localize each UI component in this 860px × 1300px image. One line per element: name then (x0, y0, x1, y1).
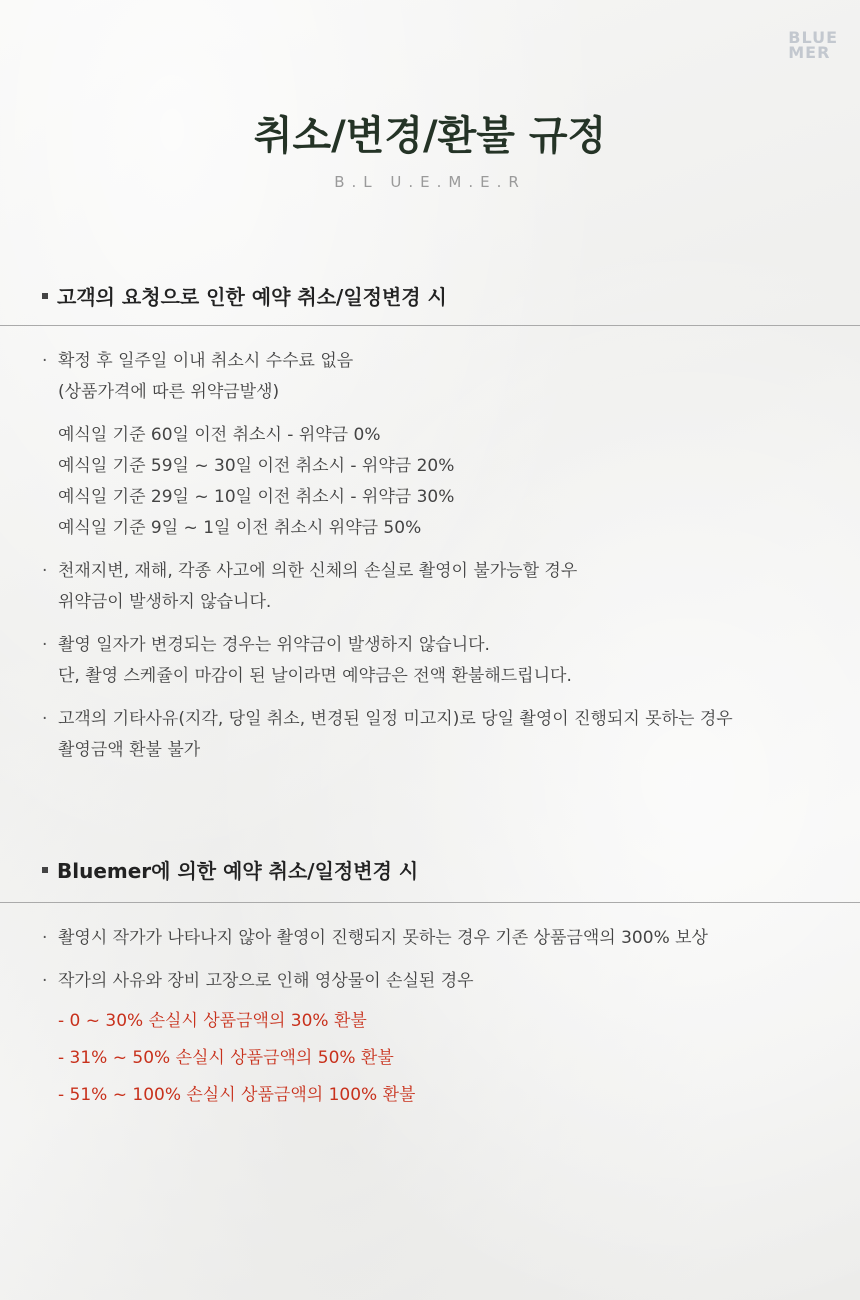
list-item-line: 예식일 기준 59일 ~ 30일 이전 취소시 - 위약금 20% (58, 456, 455, 476)
logo-line-1: BLUE (788, 28, 838, 47)
square-bullet-icon (42, 867, 48, 873)
list-item-line: 위약금이 발생하지 않습니다. (58, 592, 272, 612)
section-divider (0, 902, 860, 903)
list-item-line: 촬영 일자가 변경되는 경우는 위약금이 발생하지 않습니다. (58, 635, 490, 655)
section2-list (42, 923, 708, 1114)
bullet-dot-icon: · (42, 561, 48, 581)
list-item-line: 확정 후 일주일 이내 취소시 수수료 없음 (58, 351, 354, 371)
bullet-dot-icon: · (42, 971, 48, 991)
section-heading-bluemer (42, 855, 418, 884)
page-subtitle: B.L U.E.M.E.R (334, 173, 526, 191)
list-item (42, 630, 733, 692)
bullet-dot-icon: · (42, 635, 48, 655)
list-item (42, 923, 708, 954)
list-item (42, 420, 733, 544)
list-item-line: 촬영시 작가가 나타나지 않아 촬영이 진행되지 못하는 경우 기존 상품금액의 300% 보상 (58, 928, 708, 948)
page-title: 취소/변경/환불 규정 (253, 113, 607, 159)
refund-line: - 31% ~ 50% 손실시 상품금액의 50% 환불 (58, 1048, 394, 1068)
list-item-line: 단, 촬영 스케쥴이 마감이 된 날이라면 예약금은 전액 환불해드립니다. (58, 666, 572, 686)
refund-list (42, 1003, 708, 1114)
list-item-line: 예식일 기준 9일 ~ 1일 이전 취소시 위약금 50% (58, 518, 422, 538)
refund-line: - 51% ~ 100% 손실시 상품금액의 100% 환불 (58, 1085, 416, 1105)
list-item-line: 예식일 기준 29일 ~ 10일 이전 취소시 - 위약금 30% (58, 487, 455, 507)
list-item (42, 966, 708, 997)
list-item-line: (상품가격에 따른 위약금발생) (58, 382, 280, 402)
list-item-line: 고객의 기타사유(지각, 당일 취소, 변경된 일정 미고지)로 당일 촬영이 진행되지 못하는 경우 (58, 709, 733, 729)
bullet-dot-icon: · (42, 351, 48, 371)
section-heading-customer (42, 281, 447, 310)
list-item-line: 천재지변, 재해, 각종 사고에 의한 신체의 손실로 촬영이 불가능할 경우 (58, 561, 578, 581)
section-heading-label: Bluemer에 의한 예약 취소/일정변경 시 (57, 859, 419, 883)
list-item-line: 예식일 기준 60일 이전 취소시 - 위약금 0% (58, 425, 381, 445)
list-item (42, 556, 733, 618)
list-item-line: 작가의 사유와 장비 고장으로 인해 영상물이 손실된 경우 (58, 971, 474, 991)
brand-logo (788, 30, 838, 60)
refund-line: - 0 ~ 30% 손실시 상품금액의 30% 환불 (58, 1011, 367, 1031)
section1-list (42, 346, 733, 766)
section-heading-label: 고객의 요청으로 인한 예약 취소/일정변경 시 (57, 285, 447, 309)
bullet-dot-icon: · (42, 928, 48, 948)
list-item-line: 촬영금액 환불 불가 (58, 740, 201, 760)
list-item (42, 704, 733, 766)
bullet-dot-icon: · (42, 709, 48, 729)
list-item (42, 346, 733, 408)
section-divider (0, 325, 860, 326)
square-bullet-icon (42, 293, 48, 299)
logo-line-2: MER (788, 43, 831, 62)
